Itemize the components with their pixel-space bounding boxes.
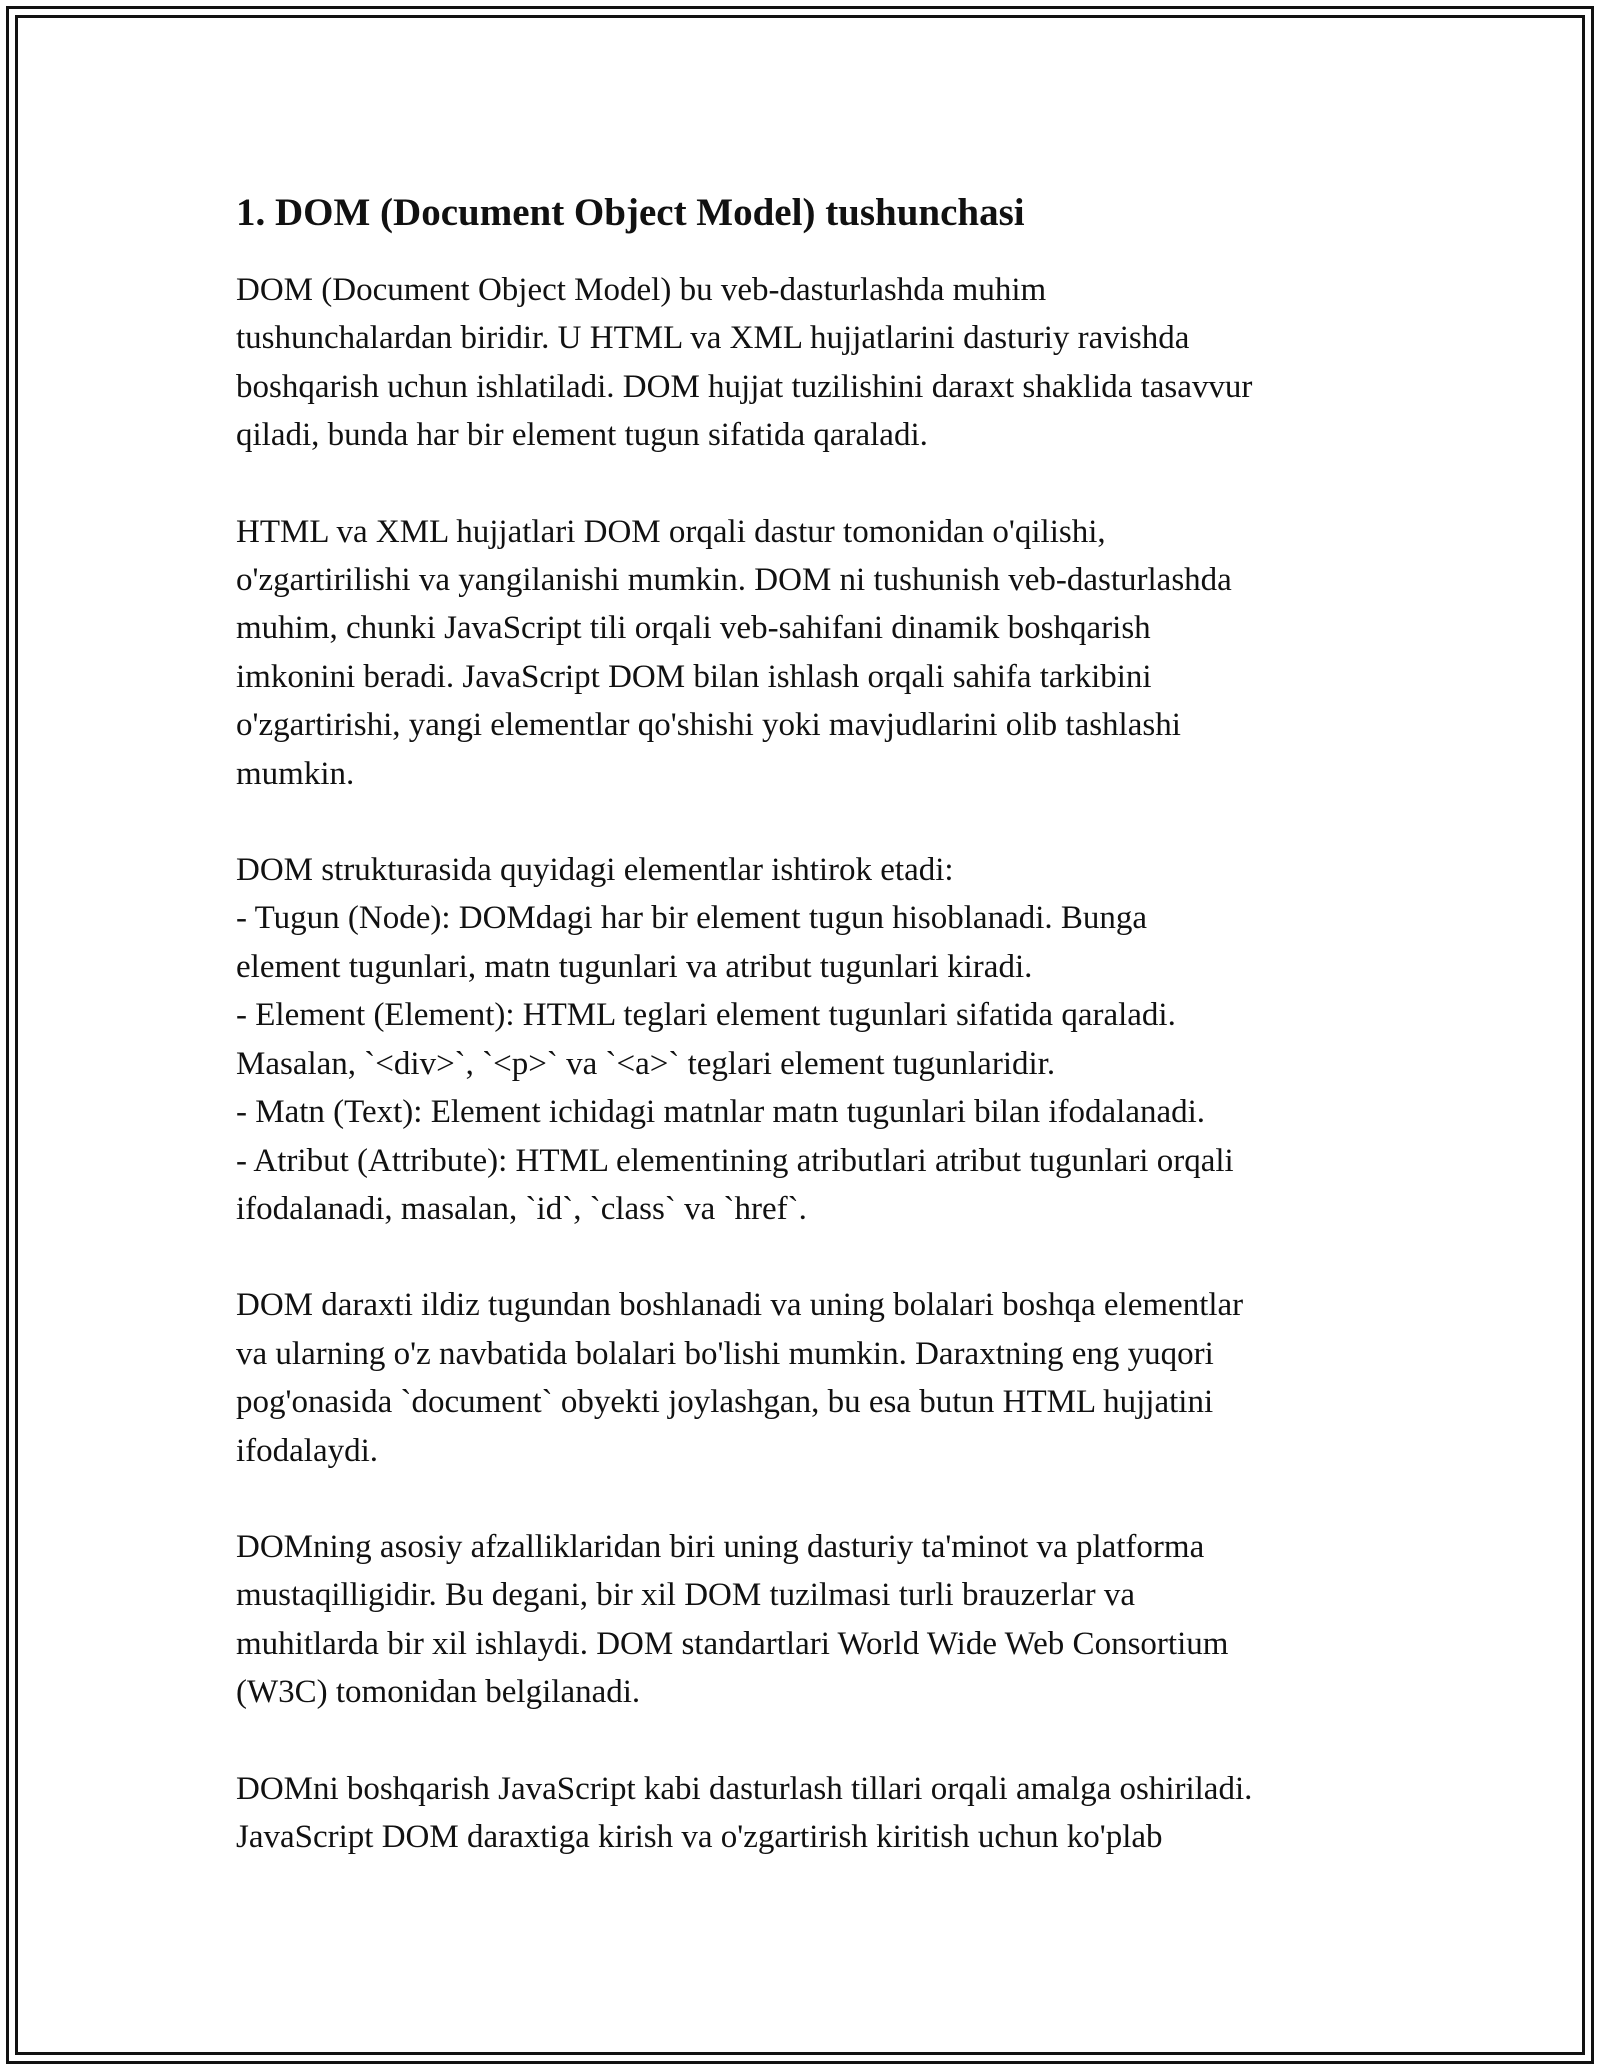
text-line: DOM strukturasida quyidagi elementlar ishtirok etadi: (236, 852, 954, 889)
text-line: Masalan, `<div>`, `<p>` va `<a>` teglari element tugunlaridir. (236, 1045, 1056, 1082)
text-line: tushunchalardan biridir. U HTML va XML hujjatlarini dasturiy ravishda (236, 320, 1190, 357)
text-line: HTML va XML hujjatlari DOM orqali dastur tomonidan o'qilishi, (236, 513, 1106, 550)
text-line: - Atribut (Attribute): HTML elementining atributlari atribut tugunlari orqali (236, 1142, 1234, 1179)
text-line: DOM (Document Object Model) bu veb-dasturlashda muhim (236, 272, 1047, 308)
text-line: muhitlarda bir xil ishlaydi. DOM standartlari World Wide Web Consortium (236, 1625, 1229, 1662)
text-line: DOMning asosiy afzalliklaridan biri uning dasturiy ta'minot va platforma (236, 1528, 1205, 1565)
text-line: o'zgartirishi, yangi elementlar qo'shishi yoki mavjudlarini olib tashlashi (236, 707, 1181, 744)
text-line: - Matn (Text): Element ichidagi matnlar matn tugunlari bilan ifodalanadi. (236, 1094, 1206, 1131)
text-line: boshqarish uchun ishlatiladi. DOM hujjat tuzilishini daraxt shaklida tasavvur (236, 368, 1253, 405)
paragraph-list (236, 266, 1386, 1861)
section-heading: 1. DOM (Document Object Model) tushunchasi (236, 191, 1025, 234)
text-line: JavaScript DOM daraxtiga kirish va o'zgartirish kiritish uchun ko'plab (236, 1818, 1163, 1855)
text-line: imkonini beradi. JavaScript DOM bilan ishlash orqali sahifa tarkibini (236, 658, 1152, 695)
text-line: DOM daraxti ildiz tugundan boshlanadi va uning bolalari boshqa elementlar (236, 1287, 1244, 1324)
body-paragraph (236, 1281, 1386, 1475)
text-line: pog'onasida `document` obyekti joylashgan, bu esa butun HTML hujjatini (236, 1384, 1214, 1421)
text-line: - Tugun (Node): DOMdagi har bir element tugun hisoblanadi. Bunga (236, 900, 1148, 937)
text-line: mumkin. (236, 755, 355, 792)
text-line: o'zgartirilishi va yangilanishi mumkin. DOM ni tushunish veb-dasturlashda (236, 562, 1232, 599)
body-paragraph (236, 1765, 1386, 1862)
body-paragraph (236, 266, 1386, 460)
text-line: va ularning o'z navbatida bolalari bo'lishi mumkin. Daraxtning eng yuqori (236, 1335, 1214, 1372)
body-paragraph (236, 508, 1386, 798)
text-line: (W3C) tomonidan belgilanadi. (236, 1674, 641, 1711)
text-line: ifodalanadi, masalan, `id`, `class` va `href`. (236, 1190, 807, 1227)
text-line: qiladi, bunda har bir element tugun sifatida qaraladi. (236, 417, 928, 454)
body-paragraph (236, 846, 1386, 1233)
text-line: muhim, chunki JavaScript tili orqali veb-sahifani dinamik boshqarish (236, 610, 1151, 647)
body-paragraph (236, 1523, 1386, 1717)
document-body (236, 186, 1386, 1909)
text-line: - Element (Element): HTML teglari element tugunlari sifatida qaraladi. (236, 997, 1176, 1034)
text-line: DOMni boshqarish JavaScript kabi dasturlash tillari orqali amalga oshiriladi. (236, 1770, 1253, 1807)
text-line: ifodalaydi. (236, 1432, 379, 1469)
text-line: element tugunlari, matn tugunlari va atribut tugunlari kiradi. (236, 948, 1033, 985)
text-line: mustaqilligidir. Bu degani, bir xil DOM tuzilmasi turli brauzerlar va (236, 1577, 1136, 1614)
